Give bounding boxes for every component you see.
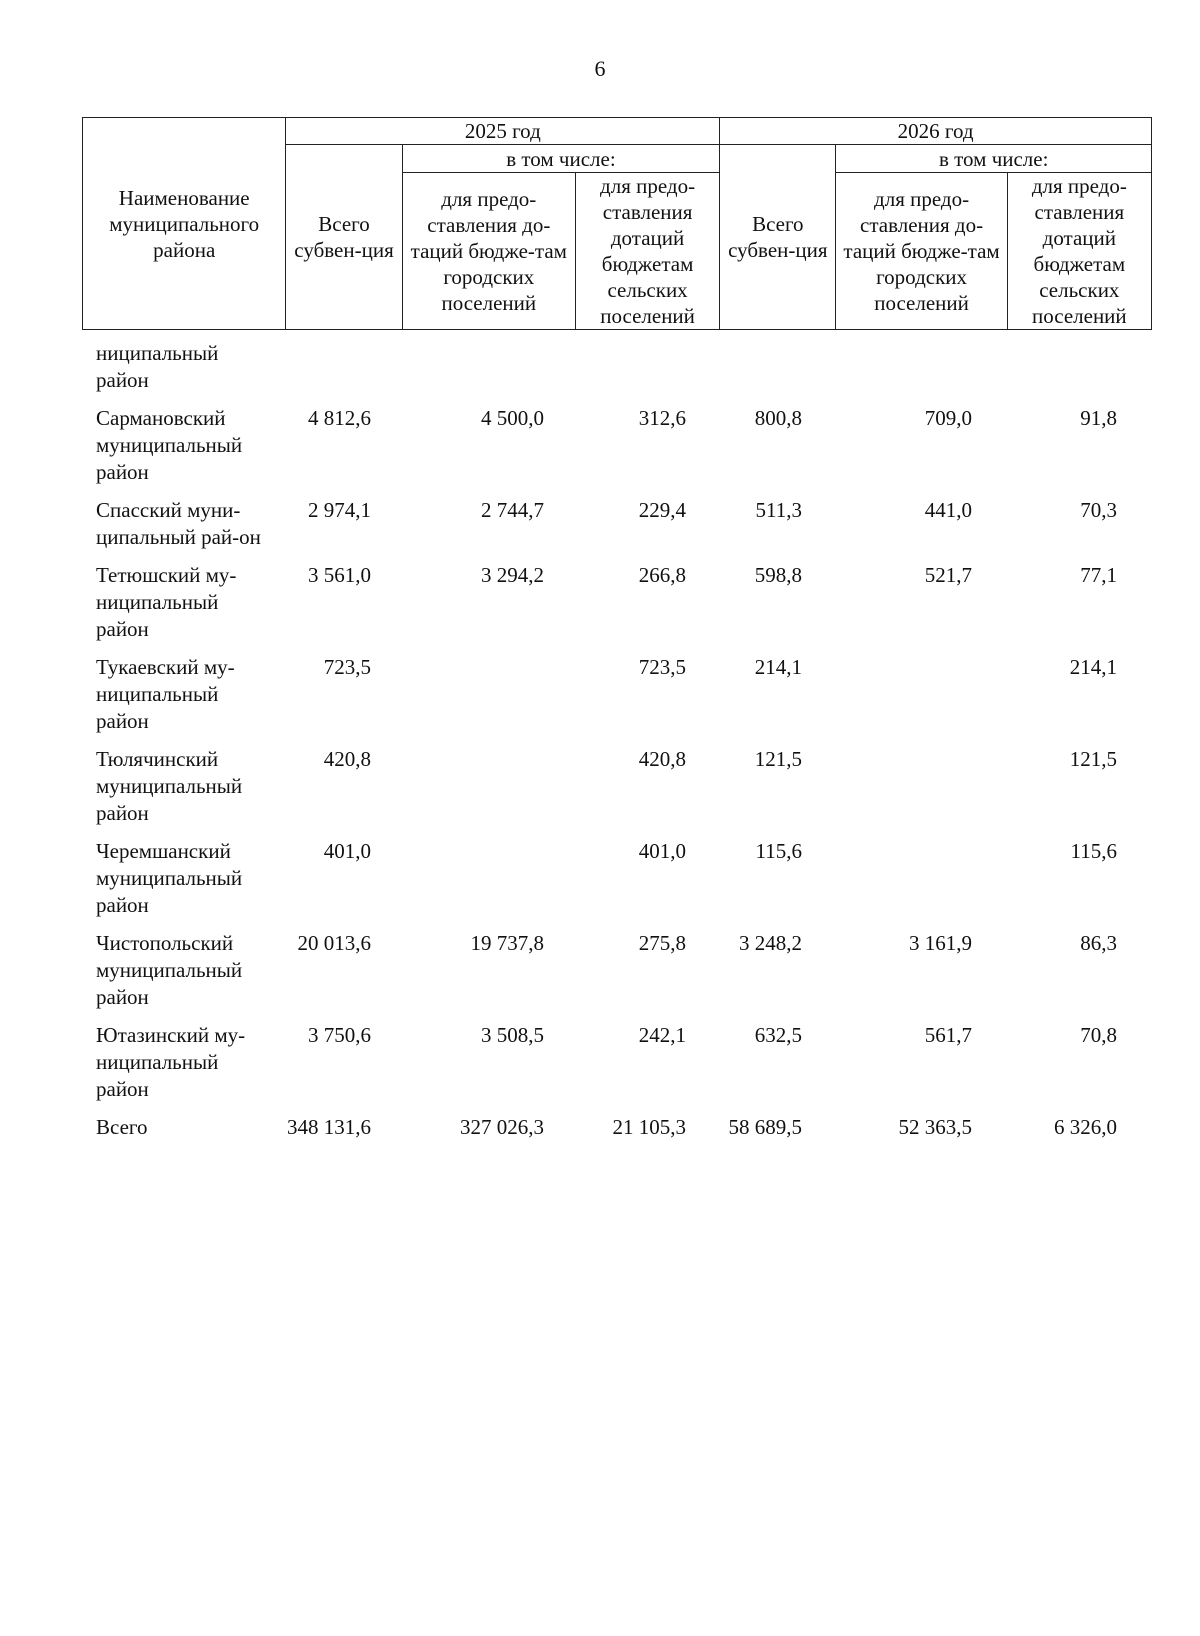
header-including-2025: в том числе:: [402, 145, 720, 173]
value-cell: 91,8: [1080, 406, 1117, 430]
table-row: [82, 930, 1152, 1011]
value-cell: 21 105,3: [612, 1115, 686, 1139]
value-cell: [812, 654, 982, 735]
value-cell: 214,1: [1069, 655, 1117, 679]
district-name: Спасский муни-ципальный рай-он: [96, 498, 261, 549]
value-cell: 401,0: [323, 839, 371, 863]
value-cell: 348 131,6: [287, 1115, 371, 1139]
table-body: [82, 340, 1152, 1152]
header-urban-2026: для предо-ставления до-таций бюдже-там городских поселений: [836, 173, 1007, 330]
value-cell: 401,0: [638, 839, 686, 863]
value-cell: 4 812,6: [308, 406, 371, 430]
value-cell: 632,5: [754, 1023, 802, 1047]
value-cell: 327 026,3: [460, 1115, 544, 1139]
value-cell: 723,5: [638, 655, 686, 679]
table-header: [82, 117, 1152, 330]
value-cell: 6 326,0: [1054, 1115, 1117, 1139]
value-cell: 115,6: [1070, 839, 1117, 863]
value-cell: 441,0: [924, 498, 972, 522]
header-urban-2025: для предо-ставления до-таций бюдже-там городских поселений: [402, 173, 575, 330]
table-row: [82, 654, 1152, 735]
district-name: Чистопольский муниципальный район: [96, 931, 243, 1009]
header-including-2026: в том числе:: [836, 145, 1152, 173]
value-cell: 19 737,8: [470, 931, 544, 955]
value-cell: 4 500,0: [481, 406, 544, 430]
value-cell: 3 508,5: [481, 1023, 544, 1047]
value-cell: 121,5: [1069, 747, 1117, 771]
header-total-2025: Всего субвен-ция: [286, 145, 402, 330]
value-cell: 275,8: [638, 931, 686, 955]
header-rural-2026: для предо-ставления дотаций бюджетам сельских поселений: [1007, 173, 1151, 330]
table-row: [82, 562, 1152, 643]
value-cell: 2 974,1: [308, 498, 371, 522]
value-cell: 86,3: [1080, 931, 1117, 955]
value-cell: [381, 838, 554, 919]
header-total-2026: Всего субвен-ция: [720, 145, 836, 330]
table-row: [82, 1114, 1152, 1141]
value-cell: 3 561,0: [308, 563, 371, 587]
district-name: Ютазинский му-ниципальный район: [96, 1023, 246, 1101]
value-cell: [812, 838, 982, 919]
header-name-column: Наименование муниципального района: [83, 118, 286, 330]
header-year-2026: 2026 год: [720, 118, 1152, 145]
value-cell: 3 750,6: [308, 1023, 371, 1047]
value-cell: 3 294,2: [481, 563, 544, 587]
value-cell: 20 013,6: [297, 931, 371, 955]
value-cell: 115,6: [755, 839, 802, 863]
district-name: Тукаевский му-ниципальный район: [96, 655, 235, 733]
continuation-text: ниципальный район: [96, 341, 219, 392]
value-cell: 70,3: [1080, 498, 1117, 522]
value-cell: 420,8: [323, 747, 371, 771]
value-cell: 800,8: [754, 406, 802, 430]
value-cell: 58 689,5: [728, 1115, 802, 1139]
value-cell: 242,1: [638, 1023, 686, 1047]
value-cell: 511,3: [755, 498, 802, 522]
value-cell: 266,8: [638, 563, 686, 587]
value-cell: 229,4: [638, 498, 686, 522]
table-row: [82, 838, 1152, 919]
value-cell: 709,0: [924, 406, 972, 430]
header-rural-2025: для предо-ставления дотаций бюджетам сельских поселений: [575, 173, 719, 330]
table-row: [82, 746, 1152, 827]
value-cell: 561,7: [924, 1023, 972, 1047]
value-cell: 3 161,9: [909, 931, 972, 955]
value-cell: 598,8: [754, 563, 802, 587]
value-cell: 214,1: [754, 655, 802, 679]
table-row: [82, 497, 1152, 551]
value-cell: [381, 746, 554, 827]
value-cell: 70,8: [1080, 1023, 1117, 1047]
district-name: Черемшанский муниципальный район: [96, 839, 243, 917]
value-cell: [812, 746, 982, 827]
value-cell: 52 363,5: [898, 1115, 972, 1139]
value-cell: 121,5: [754, 747, 802, 771]
district-name: Тюлячинский муниципальный район: [96, 747, 243, 825]
value-cell: 723,5: [323, 655, 371, 679]
value-cell: 77,1: [1080, 563, 1117, 587]
value-cell: 420,8: [638, 747, 686, 771]
value-cell: 521,7: [924, 563, 972, 587]
value-cell: [381, 654, 554, 735]
table-row: [82, 405, 1152, 486]
district-name: Тетюшский му-ниципальный район: [96, 563, 237, 641]
value-cell: 3 248,2: [739, 931, 802, 955]
district-name: Всего: [96, 1115, 148, 1139]
page-number: 6: [594, 56, 606, 81]
header-year-2025: 2025 год: [286, 118, 720, 145]
district-name: Сармановский муниципальный район: [96, 406, 243, 484]
value-cell: 2 744,7: [481, 498, 544, 522]
value-cell: 312,6: [638, 406, 686, 430]
table-row: [82, 1022, 1152, 1103]
